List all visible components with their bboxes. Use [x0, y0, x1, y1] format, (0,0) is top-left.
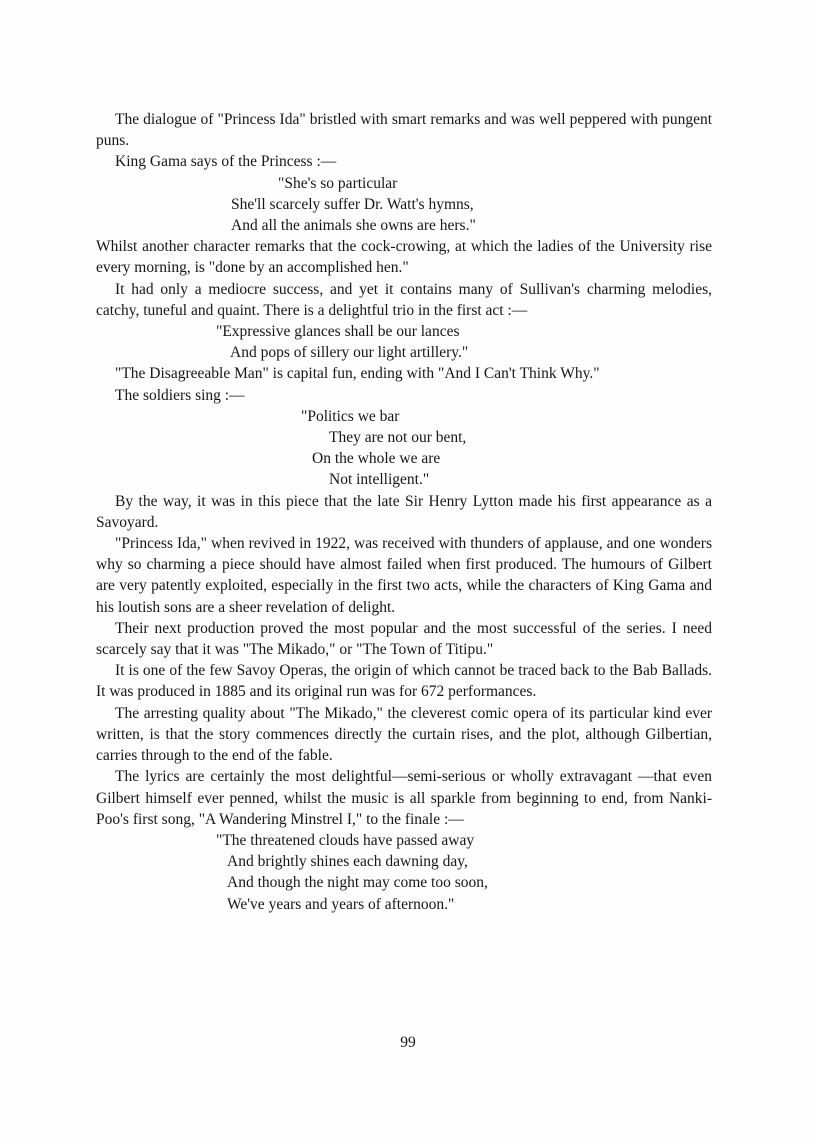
verse-threatened-clouds — [96, 830, 712, 915]
verse-line: We've years and years of afternoon." — [227, 895, 455, 913]
verse-line: And though the night may come too soon, — [227, 874, 488, 892]
verse-line: And pops of sillery our light artillery." — [230, 344, 469, 362]
paragraph-disagreeable-man: "The Disagreeable Man" is capital fun, ending with "And I Can't Think Why." — [115, 365, 600, 383]
verse-line: And all the animals she owns are hers." — [231, 217, 476, 235]
paragraph-arresting-quality: The arresting quality about "The Mikado," the cleverest comic opera of its particular kind ever written, is that the story commences directly the curtain rises, and the plot, although Gilbertian, carries through to the end of the fable. — [96, 704, 712, 765]
page-text — [96, 109, 712, 915]
paragraph-mediocre-success: It had only a mediocre success, and yet it contains many of Sullivan's charming melodies, catchy, tuneful and quaint. There is a delightful trio in the first act :— — [96, 280, 712, 319]
verse-line: On the whole we are — [312, 450, 441, 468]
verse-line: Not intelligent." — [329, 471, 430, 489]
verse-line: They are not our bent, — [329, 429, 467, 447]
paragraph-next-production: Their next production proved the most popular and the most successful of the series. I need scarcely say that it was "The Mikado," or "The Town of Titipu." — [96, 619, 712, 659]
verse-line: "The threatened clouds have passed away — [216, 831, 475, 849]
verse-line: And brightly shines each dawning day, — [227, 853, 468, 871]
verse-line: She'll scarcely suffer Dr. Watt's hymns, — [231, 195, 474, 213]
page-number: 99 — [400, 1034, 416, 1051]
verse-line: "Politics we bar — [301, 407, 400, 425]
verse-expressive-glances — [96, 321, 712, 363]
paragraph-cock-crowing: Whilst another character remarks that the cock-crowing, at which the ladies of the University rise every morning, is "done by an accomplished hen." — [96, 238, 712, 277]
paragraph-revival-1922: "Princess Ida," when revived in 1922, was received with thunders of applause, and one wonders why so charming a piece should have almost failed when first produced. The humours of Gilbert are very patently exploited, especially in the first two acts, while the characters of King Gama and his loutish sons are a sheer revelation of delight. — [96, 535, 712, 616]
paragraph-henry-lytton: By the way, it was in this piece that the late Sir Henry Lytton made his first appearance as a Savoyard. — [96, 492, 712, 531]
paragraph-king-gama: King Gama says of the Princess :— — [115, 153, 337, 171]
verse-particular — [96, 173, 712, 237]
verse-line: "Expressive glances shall be our lances — [216, 323, 460, 341]
paragraph-lyrics: The lyrics are certainly the most delightful—semi-serious or wholly extravagant —that even Gilbert himself ever penned, whilst the music is all sparkle from beginning to end, from Nanki-Poo's first song, "A Wandering Minstrel I," to the finale :— — [96, 768, 712, 828]
paragraph-savoy-origin: It is one of the few Savoy Operas, the origin of which cannot be traced back to the Bab Ballads. It was produced in 1885 and its original run was for 672 performances. — [96, 662, 712, 701]
verse-line: "She's so particular — [278, 174, 398, 192]
verse-politics — [96, 406, 712, 491]
paragraph-princess-ida-dialogue: The dialogue of "Princess Ida" bristled with smart remarks and was well peppered with pungent puns. — [96, 111, 712, 150]
paragraph-soldiers-sing: The soldiers sing :— — [115, 386, 245, 404]
